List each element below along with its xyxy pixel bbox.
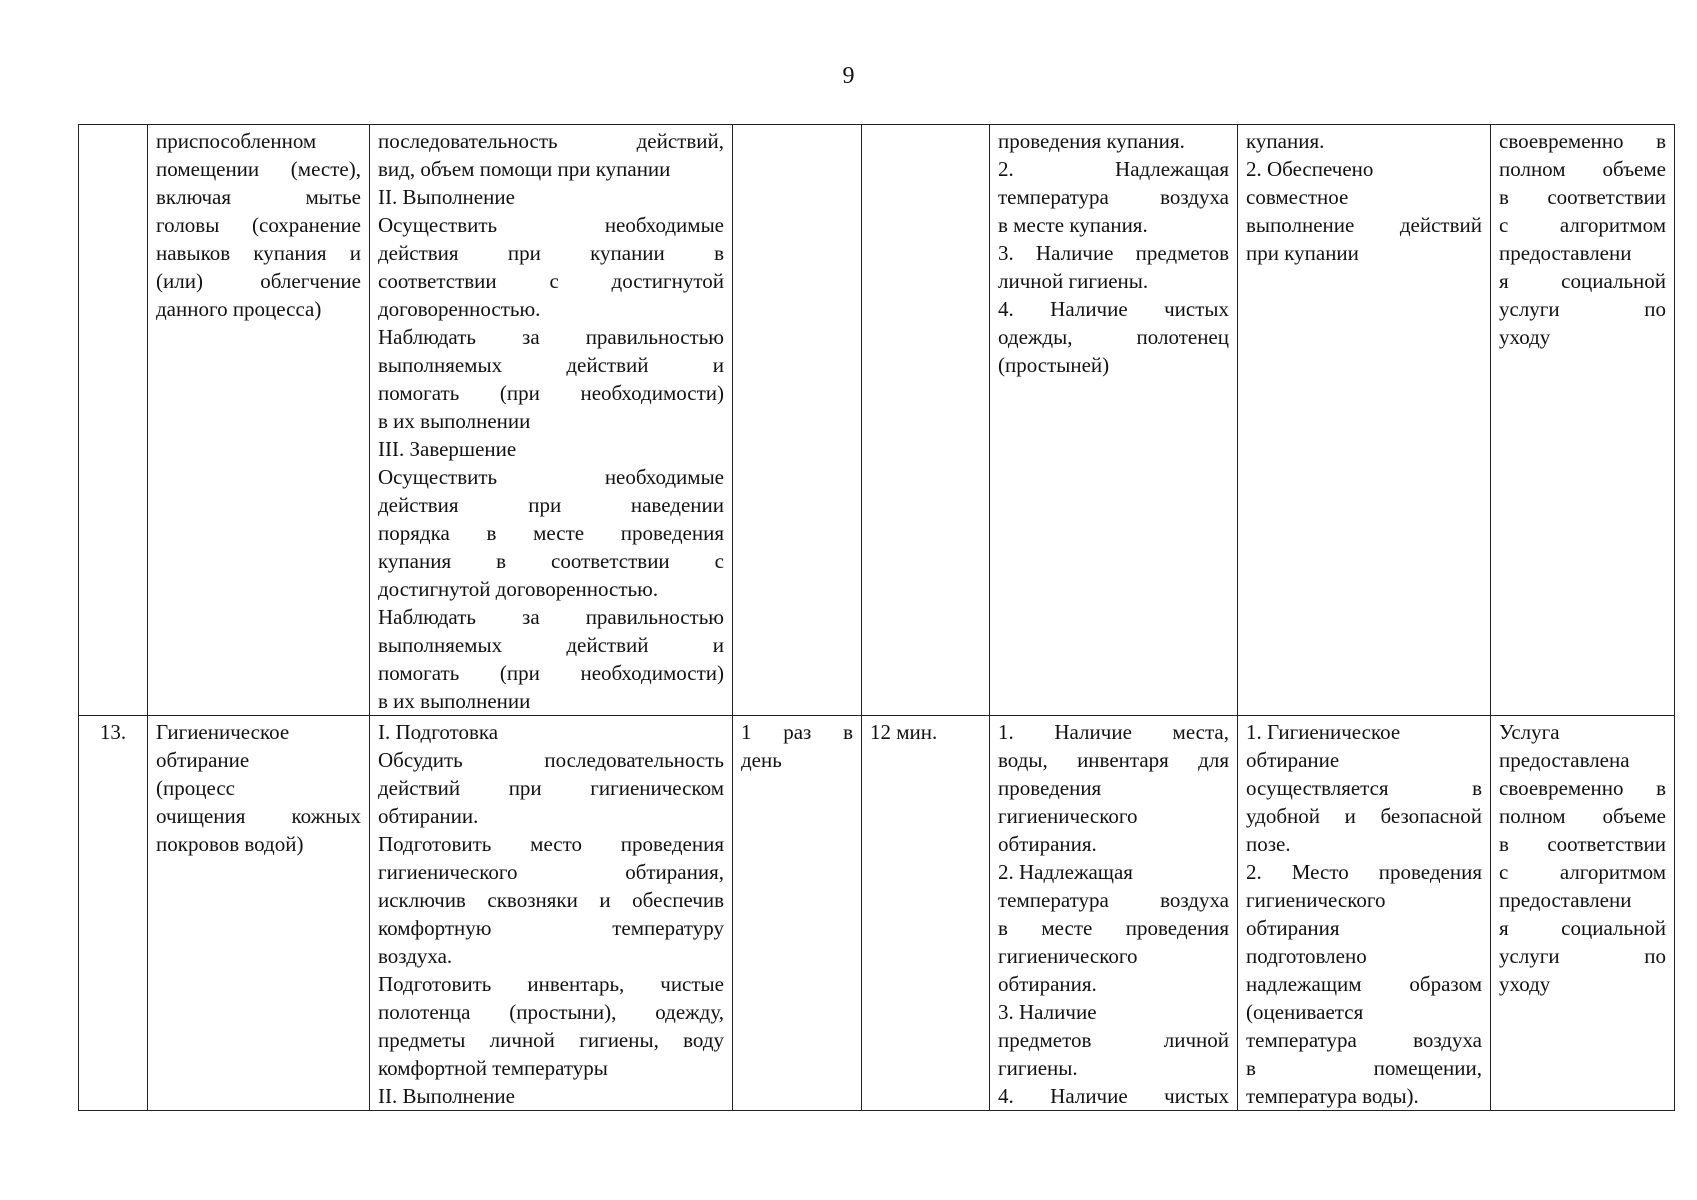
cell-text-line: обтирании. <box>378 804 479 828</box>
cell-text-line: обтирание <box>156 748 250 772</box>
cell-text-line: 2. Место проведения <box>1246 860 1482 884</box>
cell-text-line: надлежащим образом <box>1246 972 1482 996</box>
service-name-cell <box>148 716 370 1111</box>
conditions-cell <box>990 125 1238 716</box>
cell-text-line: с алгоритмом <box>1499 860 1666 884</box>
cell-text-line: купания. <box>1246 129 1325 153</box>
cell-text-line: в месте купания. <box>998 213 1148 237</box>
cell-text-line: включая мытье <box>156 185 361 209</box>
cell-text-line: проведения купания. <box>998 129 1185 153</box>
cell-text-line: я социальной <box>1499 269 1666 293</box>
cell-text-line: выполняемых действий и <box>378 633 724 657</box>
cell-text-line: при купании <box>1246 241 1359 265</box>
indicators-cell <box>1238 125 1491 716</box>
cell-text-line: гигиенического <box>1246 888 1386 912</box>
cell-text-line: температура воздуха <box>998 185 1229 209</box>
cell-text-line: 1. Наличие места, <box>998 720 1229 744</box>
cell-text-line: своевременно в <box>1499 776 1666 800</box>
cell-text-line: 1 раз в <box>741 720 853 744</box>
cell-text-line: 4. Наличие чистых <box>998 1084 1229 1108</box>
cell-text-line: приспособленном <box>156 129 317 153</box>
cell-text-line: позе. <box>1246 832 1291 856</box>
service-name-cell <box>148 125 370 716</box>
cell-text-line: (процесс <box>156 776 235 800</box>
cell-text-line: гигиены. <box>998 1056 1078 1080</box>
cell-text-line: осуществляется в <box>1246 776 1482 800</box>
cell-text-line: III. Завершение <box>378 437 517 461</box>
cell-text-line: температура воздуха <box>1246 1028 1482 1052</box>
row-number-cell: 13. <box>79 716 148 1111</box>
cell-text-line: предоставлена <box>1499 748 1630 772</box>
cell-text-line: помещении (месте), <box>156 157 361 181</box>
cell-text-line: услуги по <box>1499 297 1666 321</box>
table-row <box>79 716 1675 1111</box>
cell-text-line: совместное <box>1246 185 1349 209</box>
cell-text-line: действия при купании в <box>378 241 724 265</box>
cell-text-line: 3. Наличие <box>998 1000 1097 1024</box>
cell-text-line: полотенца (простыни), одежду, <box>378 1000 724 1024</box>
cell-text-line: температура воздуха <box>998 888 1229 912</box>
cell-text-line: очищения кожных <box>156 804 361 828</box>
page-number: 9 <box>842 63 855 89</box>
cell-text-line: воздуха. <box>378 944 453 968</box>
services-table <box>78 124 1675 1111</box>
cell-text-line: температура воды). <box>1246 1084 1419 1108</box>
cell-text-line: Осуществить необходимые <box>378 213 724 237</box>
cell-text-line: в их выполнении <box>378 689 531 713</box>
cell-text-line: (оценивается <box>1246 1000 1364 1024</box>
cell-text-line: с алгоритмом <box>1499 213 1666 237</box>
cell-text-line: Гигиеническое <box>156 720 290 744</box>
cell-text-line: помогать (при необходимости) <box>378 381 724 405</box>
cell-text-line: Наблюдать за правильностью <box>378 605 724 629</box>
cell-text-line: 2. Надлежащая <box>998 860 1133 884</box>
cell-text-line: предоставлени <box>1499 888 1632 912</box>
cell-text-line: гигиенического <box>998 804 1138 828</box>
cell-text-line: услуги по <box>1499 944 1666 968</box>
cell-text-line: купания в соответствии с <box>378 549 724 573</box>
cell-text-line: данного процесса) <box>156 297 322 321</box>
cell-text-line: полном объеме <box>1499 804 1666 828</box>
cell-text-line: действия при наведении <box>378 493 724 517</box>
assessment-cell <box>1491 716 1675 1111</box>
cell-text-line: гигиенического <box>998 944 1138 968</box>
cell-text-line: уходу <box>1499 972 1551 996</box>
cell-text-line: II. Выполнение <box>378 1084 515 1108</box>
cell-text-line: Подготовить место проведения <box>378 832 724 856</box>
cell-text-line: личной гигиены. <box>998 269 1149 293</box>
duration-cell <box>862 716 990 1111</box>
cell-text-line: навыков купания и <box>156 241 361 265</box>
cell-text-line: помогать (при необходимости) <box>378 661 724 685</box>
cell-text-line: в соответствии <box>1499 832 1666 856</box>
cell-text-line: предоставлени <box>1499 241 1632 265</box>
cell-text-line: головы (сохранение <box>156 213 361 237</box>
cell-text-line: в помещении, <box>1246 1056 1482 1080</box>
cell-text-line: своевременно в <box>1499 129 1666 153</box>
table-row <box>79 125 1675 716</box>
cell-text-line: 3. Наличие предметов <box>998 241 1229 265</box>
cell-text-line: в месте проведения <box>998 916 1229 940</box>
cell-text-line: (простыней) <box>998 353 1110 377</box>
cell-text-line: Осуществить необходимые <box>378 465 724 489</box>
actions-cell <box>370 125 733 716</box>
cell-text-line: договоренностью. <box>378 297 541 321</box>
cell-text-line: предметы личной гигиены, воду <box>378 1028 724 1052</box>
cell-text-line: подготовлено <box>1246 944 1367 968</box>
cell-text-line: обтирания <box>1246 916 1340 940</box>
duration-cell <box>862 125 990 716</box>
frequency-cell <box>733 716 862 1111</box>
cell-text-line: 4. Наличие чистых <box>998 297 1229 321</box>
cell-text-line: последовательность действий, <box>378 129 724 153</box>
cell-text-line: Услуга <box>1499 720 1560 744</box>
cell-text-line: Обсудить последовательность <box>378 748 724 772</box>
cell-text-line: комфортной температуры <box>378 1056 608 1080</box>
cell-text-line: I. Подготовка <box>378 720 499 744</box>
cell-text-line: соответствии с достигнутой <box>378 269 724 293</box>
cell-text-line: я социальной <box>1499 916 1666 940</box>
cell-text-line: покровов водой) <box>156 832 304 856</box>
cell-text-line: II. Выполнение <box>378 185 515 209</box>
cell-text-line: день <box>741 748 782 772</box>
frequency-cell <box>733 125 862 716</box>
indicators-cell <box>1238 716 1491 1111</box>
cell-text-line: уходу <box>1499 325 1551 349</box>
cell-text-line: в соответствии <box>1499 185 1666 209</box>
conditions-cell <box>990 716 1238 1111</box>
cell-text-line: 2. Надлежащая <box>998 157 1229 181</box>
cell-text-line: обтирание <box>1246 748 1340 772</box>
cell-text-line: полном объеме <box>1499 157 1666 181</box>
row-number-cell <box>79 125 148 716</box>
cell-text-line: воды, инвентаря для <box>998 748 1229 772</box>
cell-text-line: выполняемых действий и <box>378 353 724 377</box>
cell-text-line: вид, объем помощи при купании <box>378 157 671 181</box>
cell-text-line: Наблюдать за правильностью <box>378 325 724 349</box>
assessment-cell <box>1491 125 1675 716</box>
actions-cell <box>370 716 733 1111</box>
cell-text-line: выполнение действий <box>1246 213 1482 237</box>
cell-text-line: гигиенического обтирания, <box>378 860 724 884</box>
cell-text-line: проведения <box>998 776 1102 800</box>
cell-text-line: в их выполнении <box>378 409 531 433</box>
cell-text-line: 12 мин. <box>870 720 938 744</box>
cell-text-line: 2. Обеспечено <box>1246 157 1374 181</box>
cell-text-line: (или) облегчение <box>156 269 361 293</box>
cell-text-line: действий при гигиеническом <box>378 776 724 800</box>
cell-text-line: 1. Гигиеническое <box>1246 720 1401 744</box>
cell-text-line: исключив сквозняки и обеспечив <box>378 888 724 912</box>
cell-text-line: обтирания. <box>998 972 1097 996</box>
cell-text-line: Подготовить инвентарь, чистые <box>378 972 724 996</box>
cell-text-line: предметов личной <box>998 1028 1229 1052</box>
cell-text-line: порядка в месте проведения <box>378 521 724 545</box>
cell-text-line: комфортную температуру <box>378 916 724 940</box>
cell-text-line: достигнутой договоренностью. <box>378 577 659 601</box>
cell-text-line: одежды, полотенец <box>998 325 1229 349</box>
cell-text-line: обтирания. <box>998 832 1097 856</box>
cell-text-line: удобной и безопасной <box>1246 804 1482 828</box>
